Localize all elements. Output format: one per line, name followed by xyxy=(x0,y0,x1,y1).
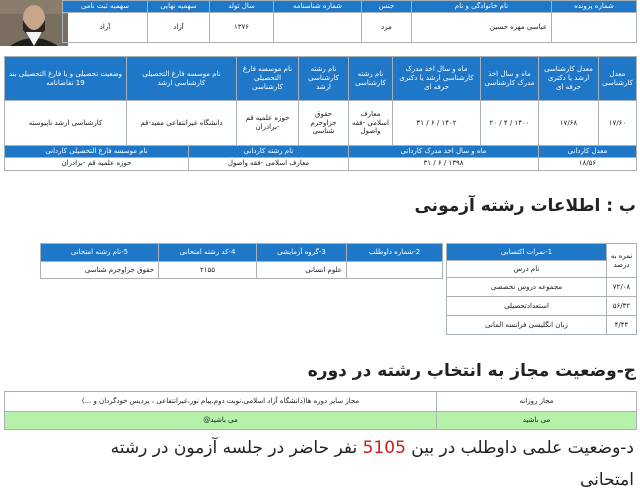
header-ba-institute: نام موسسه فارغ التحصیلی کارشناسی xyxy=(237,57,299,101)
course-name: مجموعه دروس تخصصی xyxy=(447,278,607,297)
header-study-status: وضعیت تحصیلی و یا فارغ التحصیلی بند 19 تقاضانامه xyxy=(5,57,127,101)
header-ba-field: نام رشته کارشناسی xyxy=(349,57,393,101)
ma-gpa: ۱۷/۶۸ xyxy=(539,101,599,146)
assoc-institute: حوزه علمیه قم -برادران xyxy=(5,157,189,170)
section-d-line xyxy=(111,438,634,458)
file-number xyxy=(552,13,637,43)
registered-quota: آزاد xyxy=(63,13,148,43)
study-status: کارشناسی ارشد ناپیوسته xyxy=(5,101,127,146)
field-name: حقوق جزاوجرم شناسی xyxy=(41,262,159,279)
header-final-quota: سهمیه نهایی xyxy=(148,1,210,13)
assoc-date: ۱۳۹۸ / ۶ / ۳۱ xyxy=(349,157,539,170)
section-c-title: ج-وضعیت مجاز به انتخاب رشته در دوره xyxy=(307,361,636,381)
header-exam-group: 3-گروه آزمایشی xyxy=(257,244,347,262)
header-ma-institute: نام موسسه فارغ التحصیلی کارشناسی ارشد xyxy=(127,57,237,101)
course-name-header: نام درس xyxy=(447,261,607,278)
course-score: ۷۲/۰۸ xyxy=(607,278,637,297)
personal-info-table xyxy=(62,0,637,43)
education-table xyxy=(4,56,637,146)
section-d-prefix: د-وضعیت علمی داوطلب در بین xyxy=(411,438,634,458)
header-gender: جنس xyxy=(362,1,412,13)
course-score: ۵۶/۳۲ xyxy=(607,297,637,316)
final-quota: آزاد xyxy=(148,13,210,43)
header-birth-year: سال تولد xyxy=(210,1,274,13)
ma-institute: دانشگاه غیرانتفاعی مفید-قم xyxy=(127,101,237,146)
header-ba-date: ماه و سال اخذ مدرک کارشناسی xyxy=(481,57,539,101)
eligibility-table xyxy=(4,391,637,430)
exam-group: علوم انسانی xyxy=(257,262,347,279)
ba-institute: حوزه علمیه قم -برادران xyxy=(237,101,299,146)
section-d-suffix: نفر حاضر در جلسه آزمون در رشته xyxy=(110,438,358,458)
ma-field: حقوق جزاوجرم شناسی xyxy=(299,101,349,146)
ma-date: ۱۴۰۲ / ۶ / ۳۱ xyxy=(393,101,481,146)
participant-count: 5105 xyxy=(362,438,406,458)
exam-info-table xyxy=(40,243,443,279)
id-number xyxy=(274,13,362,43)
course-name: زبان انگلیسی فرانسه المانی xyxy=(447,316,607,335)
header-assoc-date: ماه و سال اخذ مدرک کاردانی xyxy=(349,146,539,158)
grades-header: 1-نمرات اکتسابی xyxy=(447,244,607,261)
header-assoc-gpa: معدل کاردانی xyxy=(539,146,637,158)
header-assoc-field: نام رشته کاردانی xyxy=(189,146,349,158)
header-ba-gpa: معدل کارشناسی xyxy=(599,57,637,101)
ba-field: معارف اسلامی -فقه واصول xyxy=(349,101,393,146)
course-name: استعدادتحصیلی xyxy=(447,297,607,316)
header-full-name: نام خانوادگی و نام xyxy=(412,1,552,13)
section-b-title: ب : اطلاعات رشته آزمونی xyxy=(414,196,636,216)
applicant-photo xyxy=(0,0,68,46)
header-ma-gpa: معدل کارشناسی ارشد یا دکتری حرفه ای xyxy=(539,57,599,101)
score-percent-header: نمره به درصد xyxy=(607,244,637,278)
header-field-name: 5-نام رشته امتحانی xyxy=(41,244,159,262)
full-name: عباسی مهره حسین xyxy=(412,13,552,43)
section-d-line2: امتحانی xyxy=(579,470,634,490)
header-other-eligible: مجاز سایر دوره ها(دانشگاه آزاد اسلامی،نوبت دوم،پیام نور،غیرانتفاعی ، پردیس خودگردان و ...) xyxy=(5,392,437,412)
gender: مرد xyxy=(362,13,412,43)
header-daily-eligible: مجاز روزانه xyxy=(437,392,637,412)
field-code: ۲۱۵۵ xyxy=(159,262,257,279)
header-field-code: 4-کد رشته امتحانی xyxy=(159,244,257,262)
header-ma-date: ماه و سال اخذ مدرک کارشناسی ارشد یا دکتری حرفه ای xyxy=(393,57,481,101)
header-registered-quota: سهمیه ثبت نامی xyxy=(63,1,148,13)
ba-date: ۱۴۰۰ / ۴ / ۲۰ xyxy=(481,101,539,146)
daily-eligible-status: می باشید xyxy=(437,412,637,430)
header-assoc-institute: نام موسسه فارغ التحصیلی کاردانی xyxy=(5,146,189,158)
grades-table xyxy=(446,243,637,335)
assoc-gpa: ۱۸/۵۶ xyxy=(539,157,637,170)
birth-year: ۱۳۷۶ xyxy=(210,13,274,43)
candidate-number xyxy=(347,262,443,279)
associate-degree-table xyxy=(4,145,637,171)
header-ma-field: نام رشته کارشناسی ارشد xyxy=(299,57,349,101)
course-score: ۴/۴۴ xyxy=(607,316,637,335)
ba-gpa: ۱۷/۶۰ xyxy=(599,101,637,146)
header-candidate-number: 2-شماره داوطلب xyxy=(347,244,443,262)
other-eligible-status: می باشید@ xyxy=(5,412,437,430)
assoc-field: معارف اسلامی -فقه واصول xyxy=(189,157,349,170)
header-file-number: شماره پرونده xyxy=(552,1,637,13)
header-id-number: شماره شناسنامه xyxy=(274,1,362,13)
